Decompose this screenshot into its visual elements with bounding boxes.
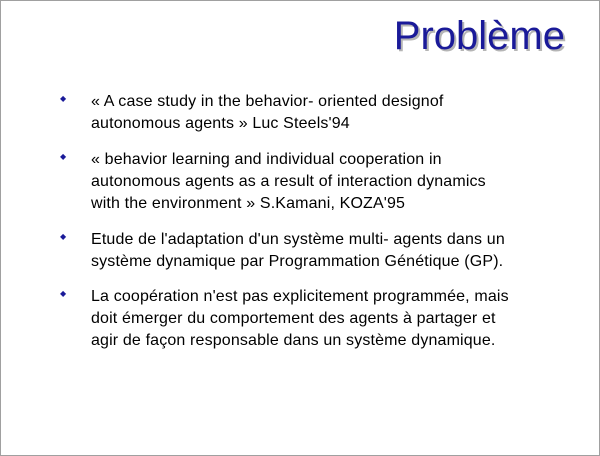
bullet-diamond-icon: ◆	[60, 152, 67, 161]
bullet-line: « A case study in the behavior- oriented designof	[91, 93, 444, 110]
bullet-line: agir de façon responsable dans un système dynamique.	[91, 332, 496, 349]
bullet-diamond-icon: ◆	[60, 232, 67, 241]
bullet-text	[91, 149, 581, 215]
bullet-line: système dynamique par Programmation Génétique (GP).	[91, 253, 504, 270]
bullet-diamond-icon: ◆	[60, 94, 67, 103]
bullet-text	[91, 286, 581, 352]
bullet-line: autonomous agents » Luc Steels'94	[91, 115, 350, 132]
bullet-line: La coopération n'est pas explicitement programmée, mais	[91, 288, 509, 305]
bullet-list	[1, 1, 599, 455]
bullet-text	[91, 229, 581, 273]
bullet-line: autonomous agents as a result of interaction dynamics	[91, 173, 486, 190]
bullet-diamond-icon: ◆	[60, 289, 67, 298]
bullet-line: Etude de l'adaptation d'un système multi- agents dans un	[91, 231, 505, 248]
bullet-line: « behavior learning and individual cooperation in	[91, 151, 442, 168]
bullet-line: doit émerger du comportement des agents à partager et	[91, 310, 496, 327]
slide-title: Problème	[393, 14, 565, 58]
bullet-text	[91, 91, 581, 135]
bullet-line: with the environment » S.Kamani, KOZA'95	[91, 195, 406, 212]
